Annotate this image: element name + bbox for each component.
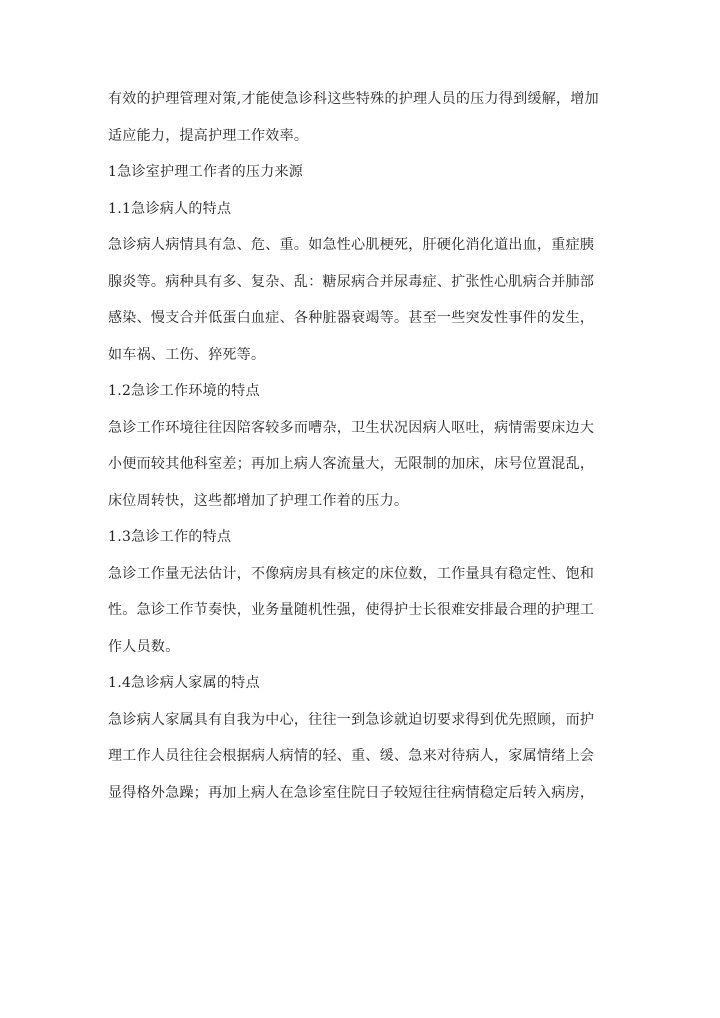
text-line: 床位周转快，这些都增加了护理工作着的压力。	[108, 492, 409, 509]
text-line: 显得格外急躁；再加上病人在急诊室住院日子较短往往病情稳定后转入病房，	[108, 784, 595, 801]
subsection-heading: 1.3急诊工作的特点	[108, 529, 232, 545]
text-line: 小便而较其他科室差；再加上病人客流量大，无限制的加床，床号位置混乱，	[108, 456, 595, 472]
text-line: 理工作人员往往会根据病人病情的轻、重、缓、急来对待病人，家属情绪上会	[108, 748, 595, 764]
text-line: 适应能力，提高护理工作效率。	[108, 127, 309, 144]
text-line: 急诊病人病情具有急、危、重。如急性心肌梗死，肝硬化消化道出血，重症胰	[108, 237, 595, 253]
text-line: 急诊工作量无法估计，不像病房具有核定的床位数，工作量具有稳定性、饱和	[108, 565, 595, 582]
subsection-heading: 1.1急诊病人的特点	[108, 200, 232, 217]
text-line: 感染、慢支合并低蛋白血症、各种脏器衰竭等。甚至一些突发性事件的发生，	[108, 310, 595, 326]
text-line: 急诊工作环境往往因陪客较多而嘈杂，卫生状况因病人呕吐，病情需要床边大	[108, 419, 595, 436]
text-line: 急诊病人家属具有自我为中心，往往一到急诊就迫切要求得到优先照顾，而护	[108, 711, 595, 728]
text-line: 腺炎等。病种具有多、复杂、乱：糖尿病合并尿毒症、扩张性心肌病合并肺部	[108, 273, 595, 290]
subsection-heading: 1.4急诊病人家属的特点	[108, 675, 260, 691]
text-line: 性。急诊工作节奏快，业务量随机性强，使得护士长很难安排最合理的护理工	[108, 602, 595, 618]
section-heading: 1急诊室护理工作者的压力来源	[108, 164, 304, 180]
text-line: 如车祸、工伤、猝死等。	[108, 346, 266, 363]
text-line: 作人员数。	[108, 638, 180, 655]
subsection-heading: 1.2急诊工作环境的特点	[108, 383, 260, 399]
document-body	[108, 81, 620, 811]
text-line: 有效的护理管理对策,才能使急诊科这些特殊的护理人员的压力得到缓解，增加	[108, 91, 599, 107]
